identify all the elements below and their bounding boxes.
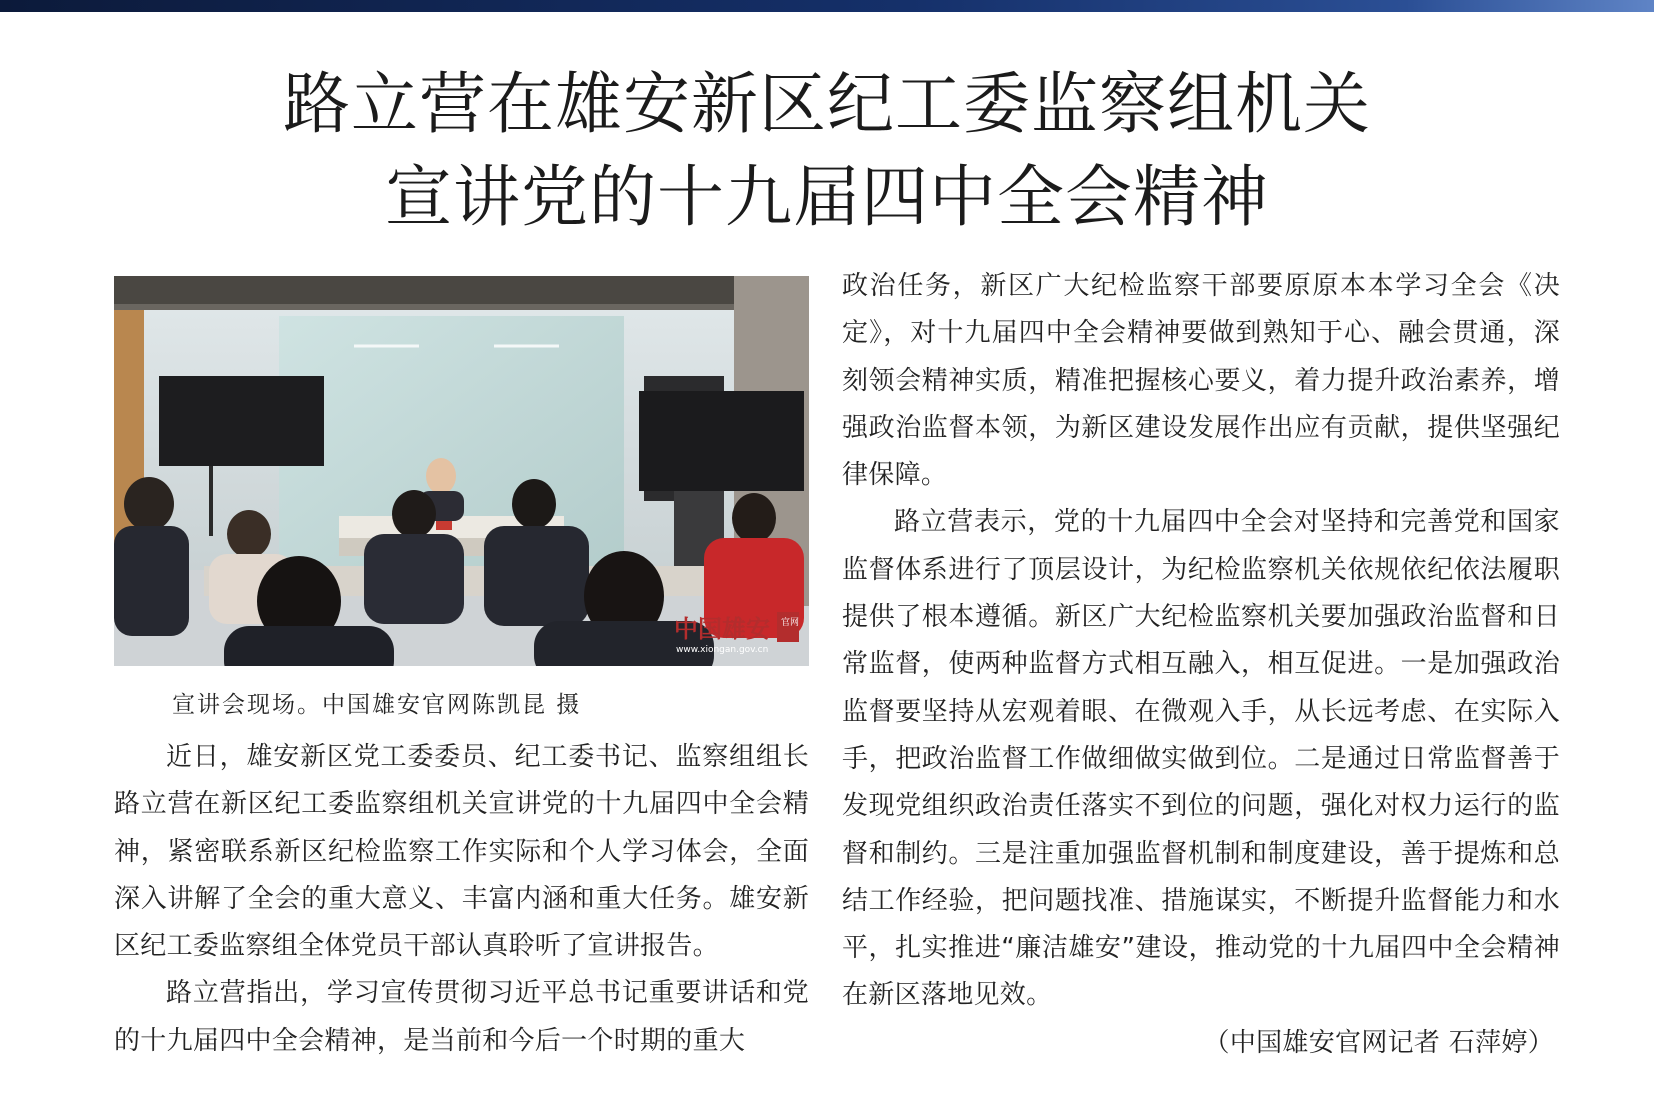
paragraph-1: 近日，雄安新区党工委委员、纪工委书记、监察组组长路立营在新区纪工委监察组机关宣讲党的十九届四中全会精神，紧密联系新区纪检监察工作实际和个人学习体会，全面深入讲解了全会的重大意义、丰富内涵和重大任务。雄安新区纪工委监察组全体党员干部认真聆听了宣讲报告。 bbox=[114, 742, 809, 962]
paragraph-2-part-2: 政治任务，新区广大纪检监察干部要原原本本学习全会《决定》，对十九届四中全会精神要做到熟知于心、融会贯通，深刻领会精神实质，精准把握核心要义，着力提升政治素养，增强政治监督本领，为新区建设发展作出应有贡献，提供坚强纪律保障。 bbox=[842, 271, 1560, 491]
paragraph-3: 路立营表示，党的十九届四中全会对坚持和完善党和国家监督体系进行了顶层设计，为纪检监察机关依规依纪依法履职提供了根本遵循。新区广大纪检监察机关要加强政治监督和日常监督，使两种监督方式相互融入，相互促进。一是加强政治监督要坚持从宏观着眼、在微观入手，从长远考虑、在实际入手，把政治监督工作做细做实做到位。二是通过日常监督善于发现党组织政治责任落实不到位的问题，强化对权力运行的监督和制约。三是注重加强监督机制和制度建设，善于提炼和总结工作经验，把问题找准、措施谋实，不断提升监督能力和水平，扎实推进“廉洁雄安”建设，推动党的十九届四中全会精神在新区落地见效。 bbox=[842, 507, 1560, 1011]
meeting-scene-illustration bbox=[114, 276, 809, 666]
photo-caption: 宣讲会现场。中国雄安官网陈凯昆 摄 bbox=[172, 692, 582, 718]
byline: （中国雄安官网记者 石萍婷） bbox=[1203, 1027, 1554, 1058]
header-bar bbox=[0, 0, 1654, 12]
article-column-right bbox=[842, 263, 1560, 1067]
article-title bbox=[0, 58, 1654, 244]
watermark-seal: 官网 bbox=[781, 618, 800, 628]
paragraph-2-part-1: 路立营指出，学习宣传贯彻习近平总书记重要讲话和党的十九届四中全会精神，是当前和今后一个时期的重大 bbox=[114, 978, 809, 1056]
title-line-1: 路立营在雄安新区纪工委监察组机关 bbox=[283, 65, 1371, 143]
watermark-url: www.xiongan.gov.cn bbox=[676, 645, 769, 655]
watermark-logo-text: 中国雄安 bbox=[674, 614, 770, 643]
article-column-left bbox=[114, 734, 809, 1065]
title-line-2: 宣讲党的十九届四中全会精神 bbox=[385, 158, 1269, 236]
article-photo bbox=[114, 276, 809, 666]
